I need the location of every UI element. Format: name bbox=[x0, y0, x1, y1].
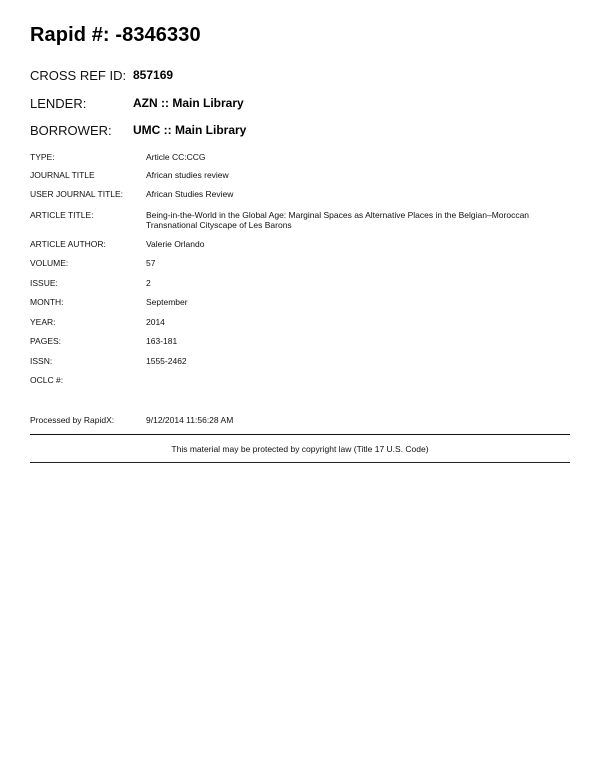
article-author-value: Valerie Orlando bbox=[146, 239, 205, 249]
oclc-label: OCLC #: bbox=[30, 375, 64, 385]
processed-label: Processed by RapidX: bbox=[30, 415, 115, 425]
article-title-row bbox=[30, 210, 566, 230]
journal-title-value: African studies review bbox=[146, 170, 229, 180]
user-journal-title-row bbox=[30, 189, 566, 199]
issn-row bbox=[30, 356, 566, 366]
type-label: TYPE: bbox=[30, 152, 55, 162]
journal-title-label: JOURNAL TITLE bbox=[30, 170, 95, 180]
journal-title-row bbox=[30, 170, 566, 180]
year-label: YEAR: bbox=[30, 317, 56, 327]
rapid-number-title: Rapid #: -8346330 bbox=[30, 24, 201, 46]
borrower-label: BORROWER: bbox=[30, 122, 112, 138]
volume-label: VOLUME: bbox=[30, 258, 69, 268]
issue-label: ISSUE: bbox=[30, 278, 58, 288]
article-author-row bbox=[30, 239, 566, 249]
year-row bbox=[30, 317, 566, 327]
article-title-label: ARTICLE TITLE: bbox=[30, 210, 94, 220]
lender-value: AZN :: Main Library bbox=[133, 96, 244, 110]
divider-top bbox=[30, 434, 570, 435]
issue-row bbox=[30, 278, 566, 288]
article-author-label: ARTICLE AUTHOR: bbox=[30, 239, 106, 249]
month-row bbox=[30, 297, 566, 307]
volume-row bbox=[30, 258, 566, 268]
processed-value: 9/12/2014 11:56:28 AM bbox=[146, 415, 234, 425]
year-value: 2014 bbox=[146, 317, 165, 327]
type-row bbox=[30, 152, 566, 162]
borrower-value: UMC :: Main Library bbox=[133, 123, 247, 137]
pages-value: 163-181 bbox=[146, 336, 178, 346]
volume-value: 57 bbox=[146, 258, 156, 268]
pages-row bbox=[30, 336, 566, 346]
issn-value: 1555-2462 bbox=[146, 356, 187, 366]
cross-ref-value: 857169 bbox=[133, 68, 174, 82]
article-title-value: Being-in-the-World in the Global Age: Marginal Spaces as Alternative Places in the Belgian–Moroccan Transnational Cityscape of Les Barons bbox=[146, 210, 530, 230]
user-journal-title-label: USER JOURNAL TITLE: bbox=[30, 189, 124, 199]
cross-ref-label: CROSS REF ID: bbox=[30, 67, 127, 83]
processed-row bbox=[30, 415, 566, 425]
lender-label: LENDER: bbox=[30, 95, 87, 111]
cross-ref-row bbox=[30, 66, 173, 84]
user-journal-title-value: African Studies Review bbox=[146, 189, 234, 199]
copyright-notice: This material may be protected by copyright law (Title 17 U.S. Code) bbox=[171, 444, 429, 454]
borrower-row bbox=[30, 121, 246, 139]
divider-bottom bbox=[30, 462, 570, 463]
issue-value: 2 bbox=[146, 278, 151, 288]
pages-label: PAGES: bbox=[30, 336, 62, 346]
type-value: Article CC:CCG bbox=[146, 152, 206, 162]
month-label: MONTH: bbox=[30, 297, 64, 307]
month-value: September bbox=[146, 297, 188, 307]
lender-row bbox=[30, 94, 244, 112]
issn-label: ISSN: bbox=[30, 356, 53, 366]
oclc-row bbox=[30, 375, 566, 385]
